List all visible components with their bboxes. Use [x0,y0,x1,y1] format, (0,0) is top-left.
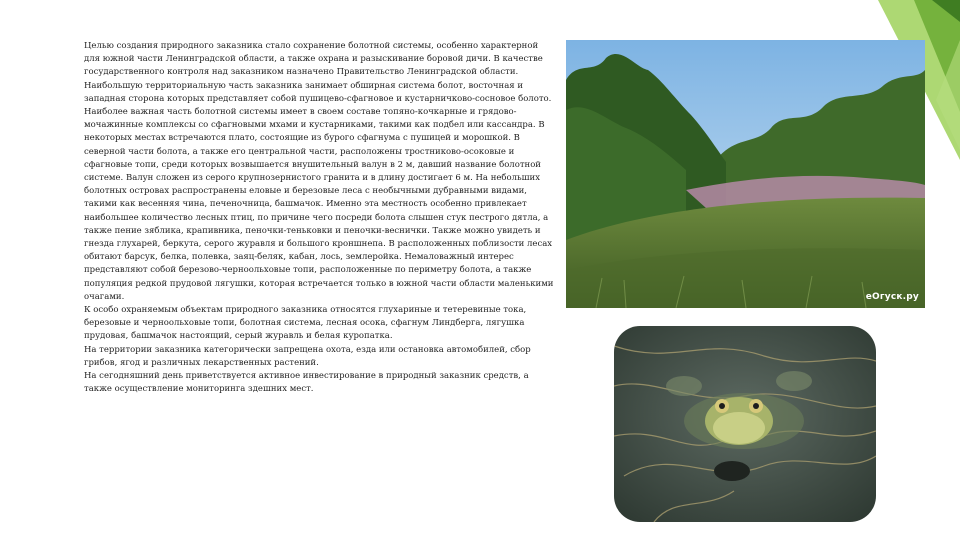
paragraph-prohibitions: На территории заказника категорически запрещена охота, езда или остановка автомобилей, сбор грибов, ягод и различных лекарственных растений. [84,344,531,368]
body-text [84,40,554,396]
frog-in-pond-photo [614,326,876,522]
paragraph-goal: Целью создания природного заказника стало сохранение болотной системы, особенно характерной для южной части Ленинградской области, а также охрана и разыскивание боровой дичи. В качестве государственного контроля над заказником назначено Правительство Ленинградской области. [84,41,543,78]
paragraph-protected-objects: К особо охраняемым объектам природного заказника относятся глухариные и тетеревиные тока, березовые и черноольховые топи, болотная система, лесная осока, сфагнум Линдберга, лягушка прудовая, башмачок настоящий, серый журавль и белая куропатка. [84,305,527,342]
paragraph-investment: На сегодняшний день приветствуется активное инвестирование в природный заказник средств, а также осуществление мониторинга здешних мест. [84,371,529,395]
meadow-forest-photo [566,40,925,308]
photo-watermark: еОгуск.ру [865,292,919,302]
paragraph-description: Наибольшую территориальную часть заказника занимает обширная система болот, восточная и западная сторона которых представляет собой пушицево-сфагновое и кустарничково-сосновое болото. Наиболее важная часть болотной системы имеет в своем составе топяно-кочкарные и грядово-мочажинные комплексы со сфагновыми мхами и кустарниками, такими как подбел или кассандра. В некоторых местах встречаются плато, состоящие из бурого сфагнума с пушицей и морошкой. В северной части болота, а также его центральной части, расположены тростниково-осоковые и сфагновые топи, среди которых возвышается внушительный валун в 2 м, давший название болотной системе. Валун сложен из серого крупнозернистого гранита и в длину достигает 6 м. На небольших болотных островах распространены еловые и березовые леса с необычными дубравными видами, такими как весенняя чина, печеночница, башмачок. Именно эта местность особенно привлекает наибольшее количество лесных птиц, по причине чего посреди болота слышен стук пестрого дятла, а также пение зяблика, крапивника, пеночки-теньковки и пеночки-веснички. Также можно увидеть и гнезда глухарей, беркута, серого журавля и большого кроншнепа. В расположенных поблизости лесах обитают барсук, белка, полевка, заяц-беляк, кабан, лось, землеройка. Немаловажный интерес представляют собой березово-черноольховые топи, расположенные по периметру болота, а также популяция редкой прудовой лягушки, которая встречается только в южной части области маленькими очагами. [84,80,554,302]
